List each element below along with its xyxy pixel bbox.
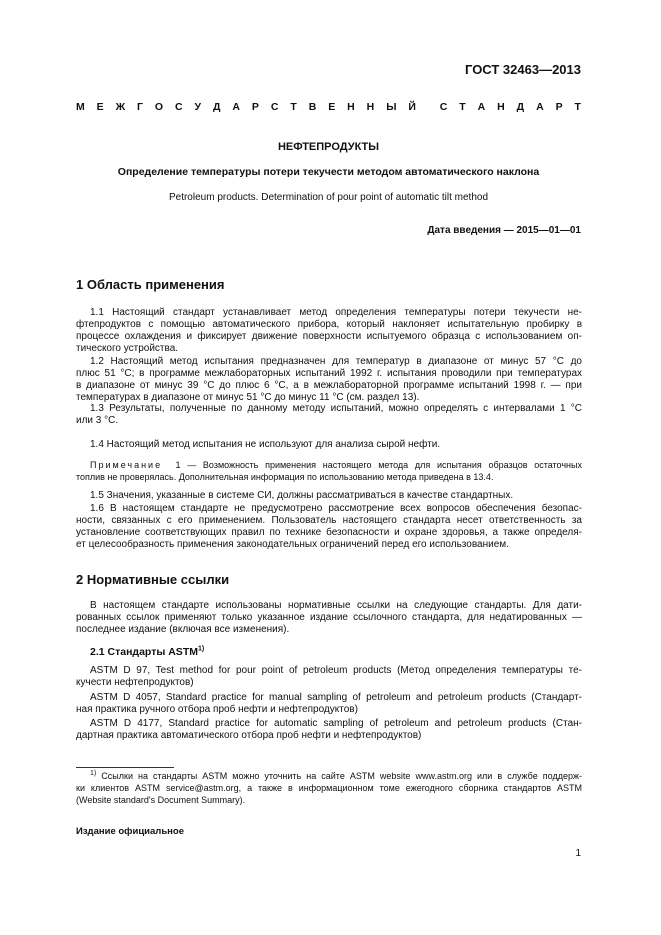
standard-code: ГОСТ 32463—2013 — [465, 62, 581, 77]
reference-astm-d4057 — [76, 692, 582, 716]
note-1 — [76, 459, 582, 483]
heading-letter: М — [76, 101, 85, 113]
text-line: рованных ссылок применяют только указанное издание ссылочного стандарта, для недатированных — — [76, 612, 582, 623]
heading-letter: В — [308, 101, 317, 113]
subsection-2-1-heading — [90, 646, 204, 658]
note-text: 1 — Возможность применения настоящего метода для испытания образцов остаточных — [175, 460, 582, 470]
text-line: топлив не проверялась. Дополнительная информация по использованию метода приведена в 13.4. — [76, 472, 494, 482]
paragraph-1-6 — [76, 503, 582, 551]
paragraph-1-5 — [76, 490, 582, 502]
text-line: фтепродуктов с помощью автоматического прибора, который наклоняет испытательную пробирку в — [76, 319, 582, 330]
heading-letter: Т — [574, 101, 581, 113]
text-line: ности, связанных с его применением. Пользователь настоящего стандарта несет ответственность за — [76, 515, 582, 526]
text-line: (Website standard's Document Summary). — [76, 795, 246, 805]
heading-letter: Р — [555, 101, 563, 113]
footnote-marker: 1) — [90, 770, 97, 777]
heading-letter: Е — [328, 101, 336, 113]
heading-letter: С — [439, 101, 448, 113]
text-line: В настоящем стандарте использованы нормативные ссылки на следующие стандарты. Для дати- — [90, 600, 582, 611]
text-line: температурах в диапазоне от минус 51 °С до минус 11 °С (см. раздел 13). — [76, 392, 420, 403]
heading-letter: Ж — [115, 101, 126, 113]
section-1-heading: 1 Область применения — [76, 277, 225, 292]
text-line: ки клиентов ASTM service@astm.org, а также в информационном томе ежегодного сборника стандартов ASTM — [76, 783, 582, 793]
text-line: плюс 51 °С; в программе межлабораторных испытаний 1992 г. испытания проводили при температурах — [76, 368, 582, 379]
heading-letter: Т — [290, 101, 297, 113]
text-line: последнее издание (включая все изменения). — [76, 624, 290, 635]
text-line: в диапазоне от минус 39 °С до плюс 6 °С, а в межлабораторной программе испытаний 1998 г. — при — [76, 380, 582, 391]
heading-letter: А — [536, 101, 544, 113]
heading-letter: Ы — [386, 101, 397, 113]
heading-letter: Д — [212, 101, 221, 113]
text-line: ет целесообразность применения законодательных ограничений перед его использованием. — [76, 539, 509, 550]
heading-letter: Г — [137, 101, 143, 113]
introduction-date: Дата введения — 2015—01—01 — [427, 225, 581, 236]
heading-letter: С — [175, 101, 183, 113]
heading-letter: С — [270, 101, 279, 113]
paragraph-1-4 — [76, 439, 582, 451]
section-2-heading: 2 Нормативные ссылки — [76, 572, 230, 587]
page-number: 1 — [575, 848, 581, 859]
text-line: 1.2 Настоящий метод испытания предназначен для температур в диапазоне от минус 57 °С до — [90, 356, 582, 367]
footnote-text: Ссылки на стандарты ASTM можно уточнить на сайте ASTM website www.astm.org или в службе поддерж- — [101, 771, 582, 781]
text-line: ная практика ручного отбора проб нефти и нефтепродуктов) — [76, 704, 358, 715]
text-line: или 3 °С. — [76, 415, 119, 426]
document-title: НЕФТЕПРОДУКТЫ — [277, 141, 380, 153]
text-line: 1.4 Настоящий метод испытания не используют для анализа сырой нефти. — [90, 439, 441, 450]
reference-astm-d4177 — [76, 718, 582, 742]
heading-letter: Р — [251, 101, 259, 113]
interstate-standard-heading — [76, 101, 581, 113]
paragraph-1-2 — [76, 356, 582, 404]
document-english-title: Petroleum products. Determination of pour point of automatic tilt method — [168, 192, 489, 203]
text-line: ASTM D 4177, Standard practice for automatic sampling of petroleum and petroleum products (Стан- — [90, 718, 582, 729]
text-line: ASTM D 4057, Standard practice for manual sampling of petroleum and petroleum products (Стандарт- — [90, 692, 582, 703]
footnote-divider — [76, 767, 174, 768]
heading-letter: Н — [366, 101, 375, 113]
subsection-title: 2.1 Стандарты ASTM — [90, 646, 198, 658]
heading-letter: Й — [408, 101, 416, 113]
heading-letter: О — [154, 101, 164, 113]
heading-letter: А — [477, 101, 486, 113]
paragraph-1-3 — [76, 403, 582, 427]
reference-astm-d97 — [76, 665, 582, 689]
heading-letter: Д — [516, 101, 525, 113]
heading-letter: Т — [459, 101, 466, 113]
footnote — [76, 770, 582, 806]
text-line — [76, 459, 582, 471]
footnote-ref: 1) — [197, 645, 205, 653]
text-line: 1.1 Настоящий стандарт устанавливает метод определения температуры потери текучести не- — [90, 307, 582, 318]
text-line: 1.6 В настоящем стандарте не предусмотрено рассмотрение всех вопросов обеспечения безопас- — [90, 503, 582, 514]
heading-letter: У — [194, 101, 202, 113]
text-line — [76, 770, 582, 782]
text-line: 1.5 Значения, указанные в системе СИ, должны рассматриваться в качестве стандартных. — [90, 490, 514, 501]
heading-letter: А — [232, 101, 240, 113]
heading-letter: Н — [347, 101, 355, 113]
text-line: тического устройства. — [76, 343, 179, 354]
official-edition-label: Издание официальное — [76, 826, 184, 837]
heading-letter: Е — [96, 101, 104, 113]
heading-letter: Н — [497, 101, 505, 113]
paragraph-2-intro — [76, 600, 582, 636]
text-line: установление соответствующих правил по технике безопасности и охране здоровья, а также определя- — [76, 527, 582, 538]
note-label: Примечание — [90, 460, 163, 470]
text-line: 1.3 Результаты, полученные по данному методу испытаний, можно определять с интервалами 1 °С — [90, 403, 582, 414]
document-subtitle: Определение температуры потери текучести методом автоматического наклона — [117, 166, 540, 178]
text-line: дартная практика автоматического отбора проб нефти и нефтепродуктов) — [76, 730, 422, 741]
text-line: кучести нефтепродуктов) — [76, 677, 194, 688]
text-line: процессе охлаждения и фиксирует движение поверхности испытуемого образца с использованием оп- — [76, 331, 582, 342]
text-line: ASTM D 97, Test method for pour point of petroleum products (Метод определения температуры те- — [90, 665, 582, 676]
paragraph-1-1 — [76, 307, 582, 355]
